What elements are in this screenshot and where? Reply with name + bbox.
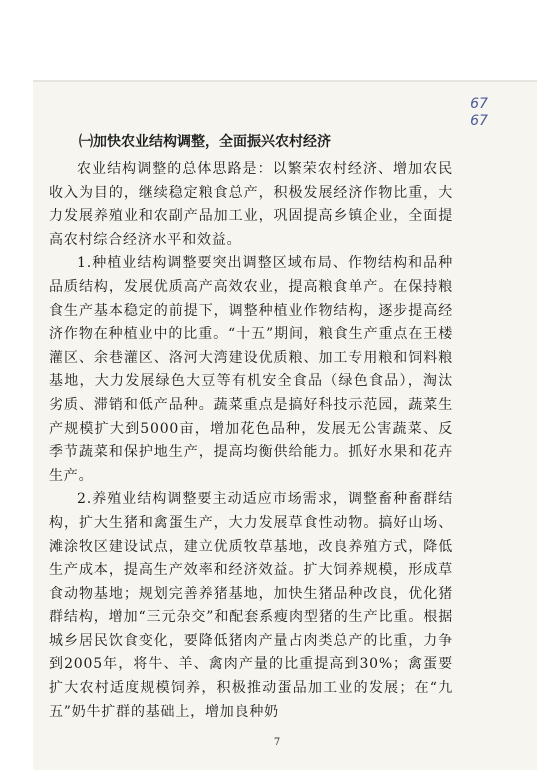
paper-top-edge (33, 80, 537, 82)
document-body (49, 130, 453, 724)
handwritten-page-marks (466, 96, 492, 130)
paragraph-planting: 1.种植业结构调整要突出调整区域布局、作物结构和品种品质结构，发展优质高产高效农业，提高粮食单产。在保持粮食生产基本稳定的前提下，调整种植业作物结构，逐步提高经济作物在种植业中的比重。“十五”期间，粮食生产重点在王楼灌区、余巷灌区、洛河大湾建设优质粮、加工专用粮和饲料粮基地，大力发展绿色大豆等有机安全食品（绿色食品），淘汰劣质、滞销和低产品种。蔬菜重点是搞好科技示范园，蔬菜生产规模扩大到5000亩，增加花色品种，发展无公害蔬菜、反季节蔬菜和保护地生产，提高均衡供给能力。抓好水果和花卉生产。 (49, 255, 453, 484)
section-heading: ㈠加快农业结构调整，全面振兴农村经济 (79, 134, 331, 150)
page-number: 7 (273, 737, 281, 748)
handwritten-mark-2: 67 (470, 113, 488, 129)
handwritten-mark-1: 67 (470, 96, 488, 112)
paragraph-breeding: 2.养殖业结构调整要主动适应市场需求，调整畜种畜群结构，扩大生猪和禽蛋生产，大力发展草食性动物。搞好山场、滩涂牧区建设试点，建立优质牧草基地，改良养殖方式，降低生产成本，提高生产效率和经济效益。扩大饲养规模，形成草食动物基地；规划完善养猪基地，加快生猪品种改良，优化猪群结构，增加“三元杂交”和配套系瘦肉型猪的生产比重。根据城乡居民饮食变化，要降低猪肉产量占肉类总产的比重，力争到2005年，将牛、羊、禽肉产量的比重提高到30%；禽蛋要扩大农村适度规模饲养，积极推动蛋品加工业的发展；在“九五”奶牛扩群的基础上，增加良种奶 (49, 491, 453, 720)
paragraph-overview: 农业结构调整的总体思路是：以繁荣农村经济、增加农民收入为目的，继续稳定粮食总产，积极发展经济作物比重，大力发展养殖业和农副产品加工业，巩固提高乡镇企业，全面提高农村综合经济水平和效益。 (49, 161, 453, 248)
